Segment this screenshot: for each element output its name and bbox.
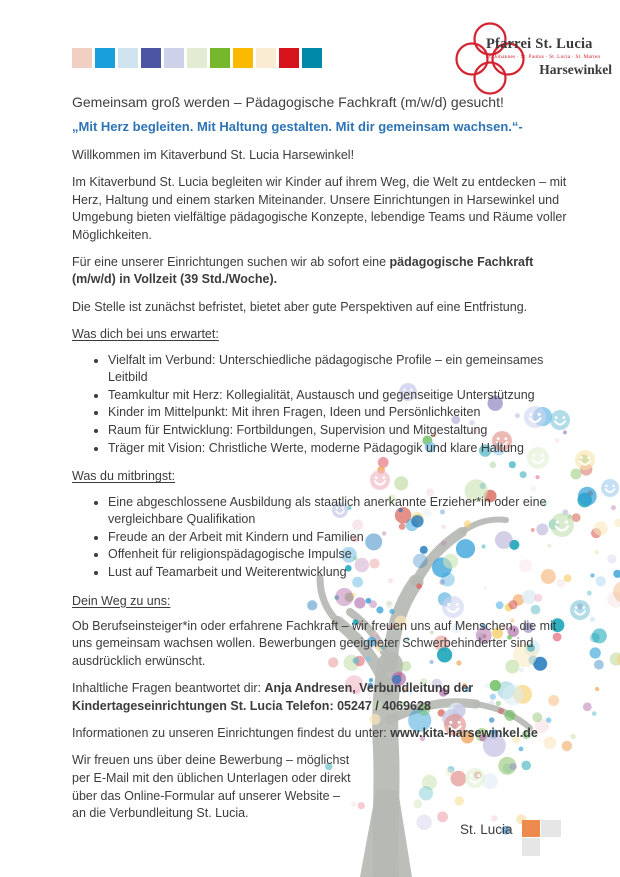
section-heading-mitbringst: Was du mitbringst: xyxy=(72,469,176,484)
color-square xyxy=(118,48,138,68)
position-prefix: Für eine unserer Einrichtungen suchen wir ab sofort eine xyxy=(72,255,390,270)
parish-city: Harsewinkel xyxy=(539,62,612,77)
bullet-list-mitbringst xyxy=(72,494,572,582)
list-item: • Eine abgeschlossene Ausbildung als staatlich anerkannte Erzieher*in oder eine vergleichbare Qualifikation xyxy=(108,494,572,529)
color-square xyxy=(72,48,92,68)
page-title: Gemeinsam groß werden – Pädagogische Fachkraft (m/w/d) gesucht! xyxy=(72,94,504,110)
position-bold: pädagogische Fachkraft (m/w/d) in Vollzeit (39 Std./Woche). xyxy=(72,255,534,287)
list-item: • Träger mit Vision: Christliche Werte, moderne Pädagogik und klare Haltung xyxy=(108,440,572,458)
color-square xyxy=(164,48,184,68)
website-url: www.kita-harsewinkel.de xyxy=(390,726,538,741)
footer-square-gray xyxy=(541,820,561,837)
color-square xyxy=(302,48,322,68)
closing-line: an die Verbundleitung St. Lucia. xyxy=(72,806,249,821)
bullet-list-erwartet xyxy=(72,352,572,458)
closing-line: per E-Mail mit den üblichen Unterlagen oder direkt xyxy=(72,771,351,786)
list-item: • Lust auf Teamarbeit und Weiterentwicklung xyxy=(108,564,572,582)
parish-logo-text xyxy=(486,36,614,78)
document-body xyxy=(72,94,572,823)
closing-line: Wir freuen uns über deine Bewerbung – möglichst xyxy=(72,753,350,768)
footer-square-gray xyxy=(522,838,540,856)
color-square xyxy=(233,48,253,68)
color-square xyxy=(279,48,299,68)
closing-line: über das Online-Formular auf unserer Website – xyxy=(72,788,340,803)
info-paragraph xyxy=(72,725,572,742)
info-prefix: Informationen zu unseren Einrichtungen findest du unter: xyxy=(72,726,391,741)
parish-name: Pfarrei St. Lucia xyxy=(486,36,593,52)
footer-label: St. Lucia xyxy=(460,822,513,837)
list-item: • Kinder im Mittelpunkt: Mit ihren Fragen, Ideen und Persönlichkeiten xyxy=(108,404,572,422)
contact-bold: Anja Andresen, Verbundleitung der Kindertageseinrichtungen St. Lucia Telefon: 05247 / 4069628 xyxy=(72,681,474,713)
contact-prefix: Inhaltliche Fragen beantwortet dir: xyxy=(72,681,265,696)
footer-square-orange xyxy=(522,820,540,837)
color-square xyxy=(210,48,230,68)
list-item: • Freude an der Arbeit mit Kindern und Familien xyxy=(108,529,572,547)
befristet-paragraph: Die Stelle ist zunächst befristet, bietet aber gute Perspektiven auf eine Entfristung. xyxy=(72,299,528,314)
color-strip xyxy=(72,48,322,68)
footer-squares xyxy=(522,820,561,856)
contact-paragraph xyxy=(72,680,572,715)
section-heading-weg: Dein Weg zu uns: xyxy=(72,593,171,608)
intro-paragraph: Im Kitaverbund St. Lucia begleiten wir Kinder auf ihrem Weg, die Welt zu entdecken – mit Herz, Haltung und einem starken Miteinander. Unsere Einrichtungen in Harsewinkel und Umgebung bieten vielfältige pädagogische Konzepte, lebendige Teams und Räume voller Möglichkeiten. xyxy=(72,175,567,242)
list-item: • Raum für Entwicklung: Fortbildungen, Supervision und Mitgestaltung xyxy=(108,422,572,440)
section-heading-erwartet: Was dich bei uns erwartet: xyxy=(72,327,219,342)
footer-logo xyxy=(460,820,561,856)
list-item: • Vielfalt im Verbund: Unterschiedliche pädagogische Profile – ein gemeinsames Leitbild xyxy=(108,352,572,387)
closing-paragraph xyxy=(72,752,572,822)
color-square xyxy=(256,48,276,68)
weg-paragraph: Ob Berufseinsteiger*in oder erfahrene Fachkraft – wir freuen uns auf Menschen, die mit uns gemeinsam wachsen wollen. Bewerbungen geeigneter Schwerbehinderter sind ausdrücklich erwünscht. xyxy=(72,619,557,668)
color-square xyxy=(95,48,115,68)
parish-churches: St. Johannes · St. Paulus · St. Lucia · St. Marien xyxy=(486,54,601,60)
page-subtitle: „Mit Herz begleiten. Mit Haltung gestalten. Mit dir gemeinsam wachsen.“- xyxy=(72,119,523,134)
list-item: • Offenheit für religionspädagogische Impulse xyxy=(108,546,572,564)
color-square xyxy=(141,48,161,68)
greeting-text: Willkommen im Kitaverbund St. Lucia Harsewinkel! xyxy=(72,148,355,162)
position-paragraph xyxy=(72,254,572,289)
parish-logo xyxy=(448,20,612,98)
color-square xyxy=(187,48,207,68)
list-item: • Teamkultur mit Herz: Kollegialität, Austausch und gegenseitige Unterstützung xyxy=(108,387,572,405)
